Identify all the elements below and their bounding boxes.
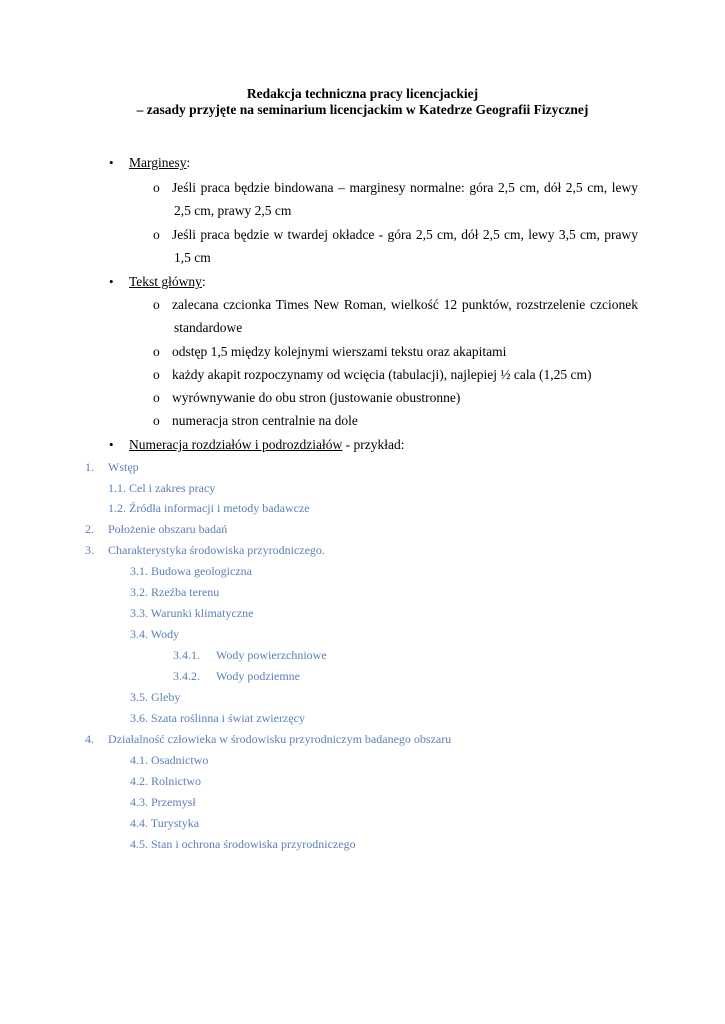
toc-text: Wstęp	[108, 460, 139, 474]
list-item	[0, 180, 725, 196]
toc-text: 4.3. Przemysł	[130, 795, 196, 809]
toc-row	[0, 837, 725, 851]
toc-row	[0, 669, 725, 683]
section-heading-suffix: - przykład:	[342, 437, 405, 452]
section-heading-suffix: :	[201, 274, 206, 289]
list-item	[0, 367, 725, 383]
list-item-text: 1,5 cm	[174, 250, 211, 265]
toc-number: 3.4.2.	[173, 669, 200, 683]
sub-bullet-icon: o	[153, 180, 160, 195]
toc-row	[0, 460, 725, 474]
sub-bullet-icon: o	[153, 297, 160, 312]
section-heading: Marginesy	[129, 155, 187, 170]
bullet-icon: •	[109, 155, 114, 170]
toc-text: 3.4. Wody	[130, 627, 180, 641]
list-item	[0, 297, 725, 313]
toc-text: 4.5. Stan i ochrona środowiska przyrodniczego	[130, 837, 356, 851]
sub-bullet-icon: o	[153, 390, 160, 405]
toc-row	[0, 564, 725, 578]
bullet-marginesy	[0, 155, 725, 171]
list-item-continuation	[0, 250, 725, 266]
toc-row	[0, 690, 725, 704]
bullet-icon: •	[109, 274, 114, 289]
toc-row	[0, 543, 725, 557]
list-item-text: zalecana czcionka Times New Roman, wielkość 12 punktów, rozstrzelenie czcionek	[172, 297, 638, 312]
toc-text: Charakterystyka środowiska przyrodniczego.	[108, 543, 325, 557]
list-item-continuation	[0, 320, 725, 336]
list-item-continuation	[0, 203, 725, 219]
list-item	[0, 344, 725, 360]
toc-row	[0, 774, 725, 788]
section-heading: Tekst główny	[129, 274, 202, 289]
toc-row	[0, 585, 725, 599]
toc-text: 4.1. Osadnictwo	[130, 753, 209, 767]
toc-row	[0, 732, 725, 746]
toc-text: 3.2. Rzeźba terenu	[130, 585, 220, 599]
toc-number: 3.4.1.	[173, 648, 200, 662]
toc-row	[0, 606, 725, 620]
list-item-text: standardowe	[174, 320, 243, 335]
toc-text: 4.4. Turystyka	[130, 816, 200, 830]
document-title: Redakcja techniczna pracy licencjackiej	[246, 86, 479, 101]
bullet-icon: •	[109, 437, 114, 452]
section-heading: Numeracja rozdziałów i podrozdziałów	[129, 437, 343, 452]
list-item	[0, 413, 725, 429]
bullet-numeracja	[0, 437, 725, 453]
toc-row	[0, 481, 725, 495]
list-item-text: numeracja stron centralnie na dole	[172, 413, 358, 428]
toc-text: 1.2. Źródła informacji i metody badawcze	[108, 501, 310, 515]
document-subtitle: – zasady przyjęte na seminarium licencjackim w Katedrze Geografii Fizycznej	[136, 102, 589, 117]
toc-text: Położenie obszaru badań	[108, 522, 228, 536]
sub-bullet-icon: o	[153, 344, 160, 359]
toc-row	[0, 648, 725, 662]
sub-bullet-icon: o	[153, 227, 160, 242]
sub-bullet-icon: o	[153, 413, 160, 428]
toc-row	[0, 627, 725, 641]
toc-row	[0, 816, 725, 830]
list-item-text: wyrównywanie do obu stron (justowanie obustronne)	[172, 390, 461, 405]
list-item-text: 2,5 cm, prawy 2,5 cm	[174, 203, 292, 218]
toc-number: 3.	[85, 543, 94, 557]
toc-text: 4.2. Rolnictwo	[130, 774, 201, 788]
toc-text: 3.6. Szata roślinna i świat zwierzęcy	[130, 711, 305, 725]
toc-text: Wody podziemne	[216, 669, 301, 683]
toc-text: Wody powierzchniowe	[216, 648, 327, 662]
toc-text: 3.5. Gleby	[130, 690, 181, 704]
section-heading-suffix: :	[186, 155, 191, 170]
toc-text: 3.1. Budowa geologiczna	[130, 564, 252, 578]
toc-text: 3.3. Warunki klimatyczne	[130, 606, 254, 620]
bullet-tekst-glowny	[0, 274, 725, 290]
list-item	[0, 227, 725, 243]
toc-text: 1.1. Cel i zakres pracy	[108, 481, 216, 495]
toc-number: 2.	[85, 522, 94, 536]
toc-row	[0, 711, 725, 725]
toc-number: 1.	[85, 460, 94, 474]
toc-row	[0, 501, 725, 515]
list-item-text: Jeśli praca będzie w twardej okładce - góra 2,5 cm, dół 2,5 cm, lewy 3,5 cm, prawy	[172, 227, 638, 242]
list-item-text: odstęp 1,5 między kolejnymi wierszami tekstu oraz akapitami	[172, 344, 507, 359]
toc-text: Działalność człowieka w środowisku przyrodniczym badanego obszaru	[108, 732, 452, 746]
toc-number: 4.	[85, 732, 94, 746]
sub-bullet-icon: o	[153, 367, 160, 382]
list-item	[0, 390, 725, 406]
list-item-text: każdy akapit rozpoczynamy od wcięcia (tabulacji), najlepiej ½ cala (1,25 cm)	[172, 367, 592, 382]
list-item-text: Jeśli praca będzie bindowana – marginesy normalne: góra 2,5 cm, dół 2,5 cm, lewy	[172, 180, 638, 195]
toc-row	[0, 795, 725, 809]
toc-row	[0, 522, 725, 536]
toc-row	[0, 753, 725, 767]
